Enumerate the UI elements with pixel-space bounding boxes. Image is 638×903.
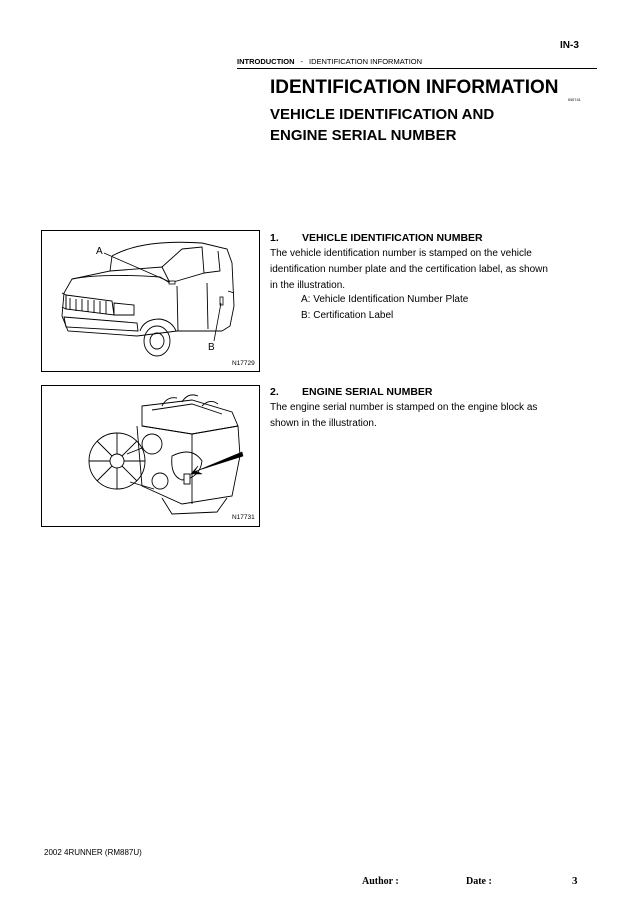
header-subsection: IDENTIFICATION INFORMATION: [309, 57, 423, 66]
title-code: IN0741: [568, 97, 581, 102]
page-title: IDENTIFICATION INFORMATION: [270, 77, 559, 98]
figure-code: N17731: [232, 514, 255, 521]
vehicle-illustration: [42, 231, 259, 371]
section-heading-1: [270, 232, 483, 244]
body-line: The vehicle identification number is stamped on the vehicle: [270, 248, 532, 259]
callout-b: B: [208, 342, 215, 353]
body-line: shown in the illustration.: [270, 418, 377, 429]
body-line: in the illustration.: [270, 280, 346, 291]
figure-engine: [41, 385, 260, 527]
header-separator: -: [300, 57, 303, 66]
header-rule: [237, 68, 597, 69]
subtitle-line-1: VEHICLE IDENTIFICATION AND: [270, 106, 495, 123]
running-header: [237, 57, 422, 66]
page-label: IN-3: [560, 40, 579, 51]
figure-vehicle: [41, 230, 260, 372]
section-number: 1.: [270, 232, 279, 244]
callout-a: A: [96, 246, 103, 257]
subtitle-line-2: ENGINE SERIAL NUMBER: [270, 127, 457, 144]
figure-code: N17729: [232, 360, 255, 367]
footer-model: 2002 4RUNNER (RM887U): [44, 848, 142, 857]
engine-illustration: [42, 386, 259, 526]
list-item: B: Certification Label: [301, 310, 394, 321]
section-title: ENGINE SERIAL NUMBER: [302, 386, 433, 398]
page-subtitle: [270, 104, 494, 146]
section-heading-2: [270, 386, 433, 398]
section-body-1: [270, 246, 596, 294]
header-section: INTRODUCTION: [237, 57, 295, 66]
footer-date-label: Date :: [466, 876, 492, 887]
list-item: A: Vehicle Identification Number Plate: [301, 294, 469, 305]
footer-author-label: Author :: [362, 876, 399, 887]
section-title: VEHICLE IDENTIFICATION NUMBER: [302, 232, 483, 244]
body-line: identification number plate and the certification label, as shown: [270, 264, 548, 275]
section-number: 2.: [270, 386, 279, 398]
section-body-2: [270, 400, 596, 432]
footer-page-number: 3: [572, 875, 578, 887]
body-line: The engine serial number is stamped on the engine block as: [270, 402, 538, 413]
